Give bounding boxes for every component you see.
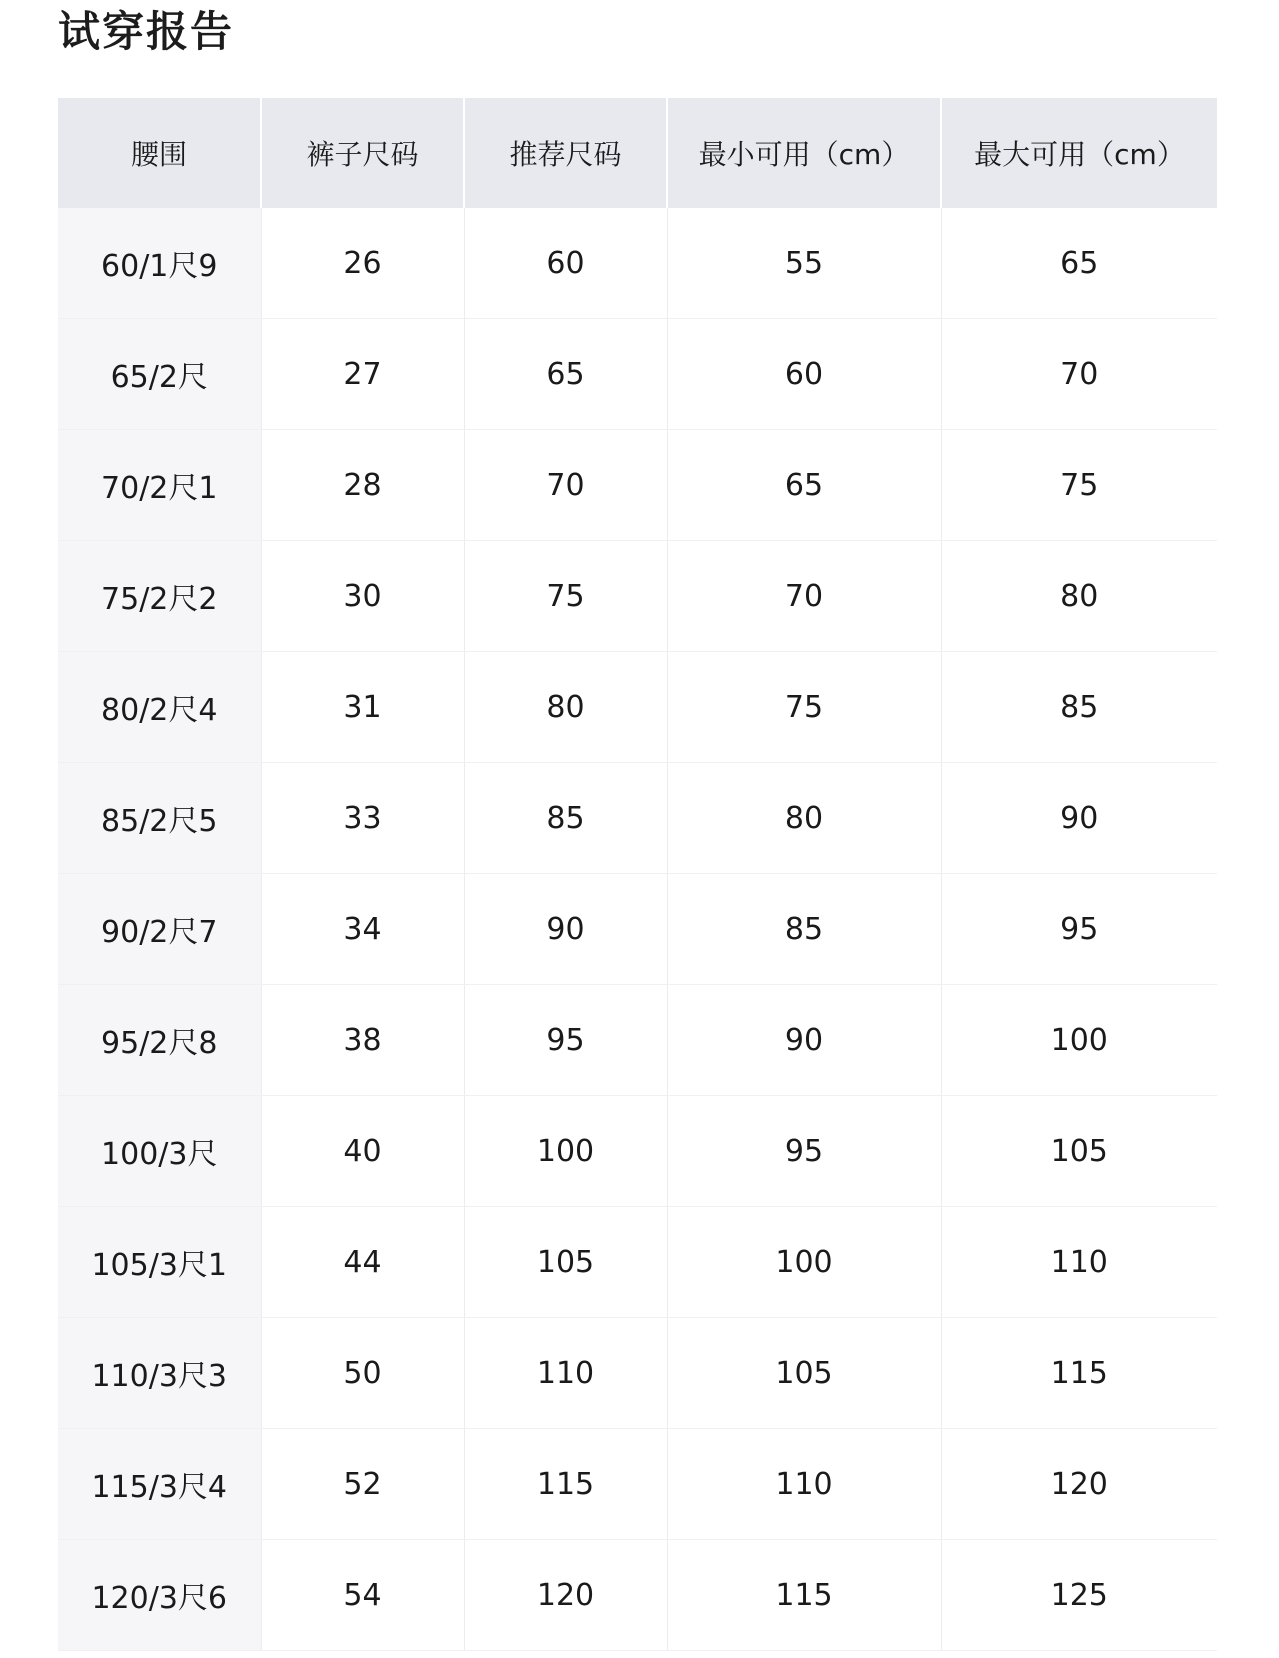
page-title: 试穿报告 bbox=[58, 7, 235, 56]
cell-pants-size: 30 bbox=[261, 541, 464, 652]
cell-waist: 75/2尺2 bbox=[58, 541, 261, 652]
cell-waist: 115/3尺4 bbox=[58, 1429, 261, 1540]
cell-min-usable: 75 bbox=[667, 652, 941, 763]
cell-max-usable: 115 bbox=[941, 1318, 1217, 1429]
cell-min-usable: 105 bbox=[667, 1318, 941, 1429]
cell-min-usable: 90 bbox=[667, 985, 941, 1096]
cell-pants-size: 50 bbox=[261, 1318, 464, 1429]
table-header-row bbox=[58, 98, 1217, 208]
cell-max-usable: 120 bbox=[941, 1429, 1217, 1540]
cell-min-usable: 115 bbox=[667, 1540, 941, 1651]
table-row bbox=[58, 652, 1217, 763]
cell-pants-size: 40 bbox=[261, 1096, 464, 1207]
cell-recommended-size: 105 bbox=[464, 1207, 667, 1318]
cell-min-usable: 55 bbox=[667, 208, 941, 319]
cell-waist: 110/3尺3 bbox=[58, 1318, 261, 1429]
table-row bbox=[58, 541, 1217, 652]
header-max-usable: 最大可用（cm） bbox=[941, 98, 1217, 208]
cell-max-usable: 95 bbox=[941, 874, 1217, 985]
cell-recommended-size: 85 bbox=[464, 763, 667, 874]
cell-recommended-size: 75 bbox=[464, 541, 667, 652]
cell-max-usable: 100 bbox=[941, 985, 1217, 1096]
cell-recommended-size: 90 bbox=[464, 874, 667, 985]
cell-recommended-size: 110 bbox=[464, 1318, 667, 1429]
cell-max-usable: 110 bbox=[941, 1207, 1217, 1318]
cell-recommended-size: 70 bbox=[464, 430, 667, 541]
cell-max-usable: 125 bbox=[941, 1540, 1217, 1651]
table-row bbox=[58, 208, 1217, 319]
cell-max-usable: 75 bbox=[941, 430, 1217, 541]
table-row bbox=[58, 430, 1217, 541]
cell-pants-size: 28 bbox=[261, 430, 464, 541]
cell-max-usable: 70 bbox=[941, 319, 1217, 430]
cell-recommended-size: 65 bbox=[464, 319, 667, 430]
cell-max-usable: 80 bbox=[941, 541, 1217, 652]
cell-waist: 85/2尺5 bbox=[58, 763, 261, 874]
cell-waist: 105/3尺1 bbox=[58, 1207, 261, 1318]
cell-waist: 80/2尺4 bbox=[58, 652, 261, 763]
cell-recommended-size: 80 bbox=[464, 652, 667, 763]
cell-min-usable: 100 bbox=[667, 1207, 941, 1318]
cell-pants-size: 34 bbox=[261, 874, 464, 985]
cell-recommended-size: 60 bbox=[464, 208, 667, 319]
cell-waist: 100/3尺 bbox=[58, 1096, 261, 1207]
cell-max-usable: 65 bbox=[941, 208, 1217, 319]
cell-pants-size: 38 bbox=[261, 985, 464, 1096]
cell-pants-size: 27 bbox=[261, 319, 464, 430]
cell-min-usable: 110 bbox=[667, 1429, 941, 1540]
cell-pants-size: 31 bbox=[261, 652, 464, 763]
cell-pants-size: 26 bbox=[261, 208, 464, 319]
cell-pants-size: 33 bbox=[261, 763, 464, 874]
table-row bbox=[58, 1540, 1217, 1651]
table-row bbox=[58, 319, 1217, 430]
header-waist: 腰围 bbox=[58, 98, 261, 208]
cell-max-usable: 85 bbox=[941, 652, 1217, 763]
cell-recommended-size: 120 bbox=[464, 1540, 667, 1651]
size-report-table bbox=[58, 98, 1217, 1651]
cell-min-usable: 70 bbox=[667, 541, 941, 652]
cell-min-usable: 60 bbox=[667, 319, 941, 430]
cell-waist: 95/2尺8 bbox=[58, 985, 261, 1096]
table-row bbox=[58, 985, 1217, 1096]
cell-pants-size: 52 bbox=[261, 1429, 464, 1540]
cell-waist: 120/3尺6 bbox=[58, 1540, 261, 1651]
table-row bbox=[58, 1429, 1217, 1540]
cell-min-usable: 65 bbox=[667, 430, 941, 541]
cell-waist: 65/2尺 bbox=[58, 319, 261, 430]
cell-waist: 60/1尺9 bbox=[58, 208, 261, 319]
cell-waist: 70/2尺1 bbox=[58, 430, 261, 541]
cell-max-usable: 90 bbox=[941, 763, 1217, 874]
cell-pants-size: 54 bbox=[261, 1540, 464, 1651]
cell-min-usable: 95 bbox=[667, 1096, 941, 1207]
cell-min-usable: 85 bbox=[667, 874, 941, 985]
table-row bbox=[58, 874, 1217, 985]
cell-recommended-size: 95 bbox=[464, 985, 667, 1096]
header-recommended-size: 推荐尺码 bbox=[464, 98, 667, 208]
header-min-usable: 最小可用（cm） bbox=[667, 98, 941, 208]
header-pants-size: 裤子尺码 bbox=[261, 98, 464, 208]
table-row bbox=[58, 1096, 1217, 1207]
table-row bbox=[58, 1318, 1217, 1429]
table-row bbox=[58, 763, 1217, 874]
cell-waist: 90/2尺7 bbox=[58, 874, 261, 985]
table-row bbox=[58, 1207, 1217, 1318]
cell-min-usable: 80 bbox=[667, 763, 941, 874]
cell-recommended-size: 115 bbox=[464, 1429, 667, 1540]
cell-pants-size: 44 bbox=[261, 1207, 464, 1318]
cell-max-usable: 105 bbox=[941, 1096, 1217, 1207]
cell-recommended-size: 100 bbox=[464, 1096, 667, 1207]
